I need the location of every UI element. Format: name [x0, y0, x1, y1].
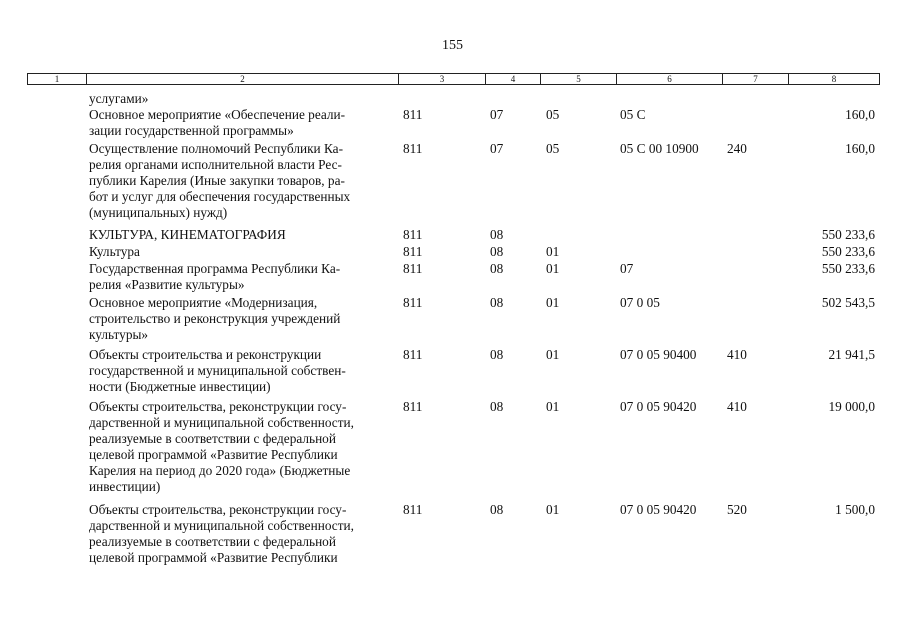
cell-name-line: целевой программой «Развитие Республики	[89, 447, 338, 462]
cell-col-4: 08	[490, 347, 504, 362]
cell-name	[89, 347, 394, 395]
cell-col-8: 502 543,5	[821, 295, 875, 310]
cell-name-line: релия «Развитие культуры»	[89, 277, 245, 292]
cell-col-7: 410	[727, 347, 747, 362]
cell-col-5: 01	[546, 295, 560, 310]
cell-col-8: 550 233,6	[821, 244, 875, 259]
page-number: 155	[442, 38, 463, 53]
cell-name-line: ности (Бюджетные инвестиции)	[89, 379, 271, 394]
cell-name-line: строительство и реконструкция учреждений	[89, 311, 341, 326]
cell-name-line: дарственной и муниципальной собственности,	[89, 415, 354, 430]
cell-name	[89, 107, 394, 139]
cell-col-3: 811	[403, 295, 423, 310]
cell-col-3: 811	[403, 502, 423, 517]
cell-name-line: Объекты строительства и реконструкции	[89, 347, 322, 362]
column-header-5: 5	[540, 74, 616, 84]
cell-name-line: услугами»	[89, 91, 149, 106]
cell-col-8: 19 000,0	[828, 399, 875, 414]
cell-col-6: 07	[620, 261, 634, 276]
cell-name-line: дарственной и муниципальной собственности,	[89, 518, 354, 533]
cell-col-5: 01	[546, 502, 560, 517]
cell-col-8: 21 941,5	[828, 347, 875, 362]
cell-name-line: зации государственной программы»	[89, 123, 294, 138]
table-header	[27, 73, 880, 85]
cell-col-5: 01	[546, 244, 560, 259]
column-header-7: 7	[722, 74, 788, 84]
cell-name	[89, 244, 394, 260]
cell-name-line: (муниципальных) нужд)	[89, 205, 228, 220]
cell-name	[89, 399, 394, 495]
column-header-4: 4	[485, 74, 540, 84]
cell-col-5: 05	[546, 107, 560, 122]
column-header-3: 3	[398, 74, 485, 84]
cell-col-3: 811	[403, 244, 423, 259]
column-header-6: 6	[616, 74, 722, 84]
cell-name-line: КУЛЬТУРА, КИНЕМАТОГРАФИЯ	[89, 227, 286, 242]
cell-name	[89, 141, 394, 221]
cell-col-3: 811	[403, 141, 423, 156]
cell-name-line: бот и услуг для обеспечения государственных	[89, 189, 351, 204]
cell-name	[89, 91, 394, 107]
cell-name-line: Культура	[89, 244, 140, 259]
cell-col-8: 160,0	[845, 141, 875, 156]
cell-col-7: 520	[727, 502, 747, 517]
cell-name-line: реализуемые в соответствии с федеральной	[89, 431, 336, 446]
cell-name	[89, 502, 394, 566]
cell-col-6: 07 0 05 90420	[620, 399, 697, 414]
column-header-8: 8	[788, 74, 879, 84]
cell-col-4: 08	[490, 261, 504, 276]
cell-col-3: 811	[403, 107, 423, 122]
cell-col-4: 07	[490, 141, 504, 156]
cell-name-line: Государственная программа Республики Ка-	[89, 261, 341, 276]
cell-name-line: Основное мероприятие «Обеспечение реали-	[89, 107, 346, 122]
cell-col-6: 05 С 00 10900	[620, 141, 699, 156]
column-header-1: 1	[54, 74, 60, 84]
cell-col-3: 811	[403, 261, 423, 276]
cell-col-3: 811	[403, 347, 423, 362]
cell-col-3: 811	[403, 227, 423, 242]
cell-name-line: культуры»	[89, 327, 149, 342]
cell-col-5: 05	[546, 141, 560, 156]
cell-name	[89, 261, 394, 293]
column-header-2: 2	[86, 74, 398, 84]
cell-col-3: 811	[403, 399, 423, 414]
cell-col-6: 05 С	[620, 107, 646, 122]
cell-name-line: целевой программой «Развитие Республики	[89, 550, 338, 565]
cell-name-line: публики Карелия (Иные закупки товаров, ра-	[89, 173, 345, 188]
cell-col-5: 01	[546, 261, 560, 276]
cell-name-line: инвестиции)	[89, 479, 161, 494]
cell-col-5: 01	[546, 347, 560, 362]
cell-col-6: 07 0 05 90400	[620, 347, 697, 362]
cell-name-line: Осуществление полномочий Республики Ка-	[89, 141, 344, 156]
cell-col-8: 550 233,6	[821, 227, 875, 242]
cell-col-5: 01	[546, 399, 560, 414]
cell-name-line: Карелия на период до 2020 года» (Бюджетные	[89, 463, 351, 478]
cell-name	[89, 295, 394, 343]
cell-name-line: Объекты строительства, реконструкции госу-	[89, 399, 347, 414]
cell-col-6: 07 0 05	[620, 295, 660, 310]
cell-name-line: Основное мероприятие «Модернизация,	[89, 295, 318, 310]
cell-col-4: 08	[490, 295, 504, 310]
cell-name-line: реализуемые в соответствии с федеральной	[89, 534, 336, 549]
cell-col-7: 410	[727, 399, 747, 414]
cell-col-4: 08	[490, 399, 504, 414]
cell-col-4: 08	[490, 227, 504, 242]
cell-col-8: 1 500,0	[835, 502, 875, 517]
cell-col-8: 550 233,6	[821, 261, 875, 276]
cell-name-line: государственной и муниципальной собствен-	[89, 363, 346, 378]
cell-name-line: релия органами исполнительной власти Рес-	[89, 157, 342, 172]
cell-col-6: 07 0 05 90420	[620, 502, 697, 517]
cell-col-4: 08	[490, 502, 504, 517]
cell-name	[89, 227, 394, 243]
cell-col-4: 08	[490, 244, 504, 259]
cell-col-8: 160,0	[845, 107, 875, 122]
cell-col-7: 240	[727, 141, 747, 156]
cell-name-line: Объекты строительства, реконструкции госу-	[89, 502, 347, 517]
cell-col-4: 07	[490, 107, 504, 122]
